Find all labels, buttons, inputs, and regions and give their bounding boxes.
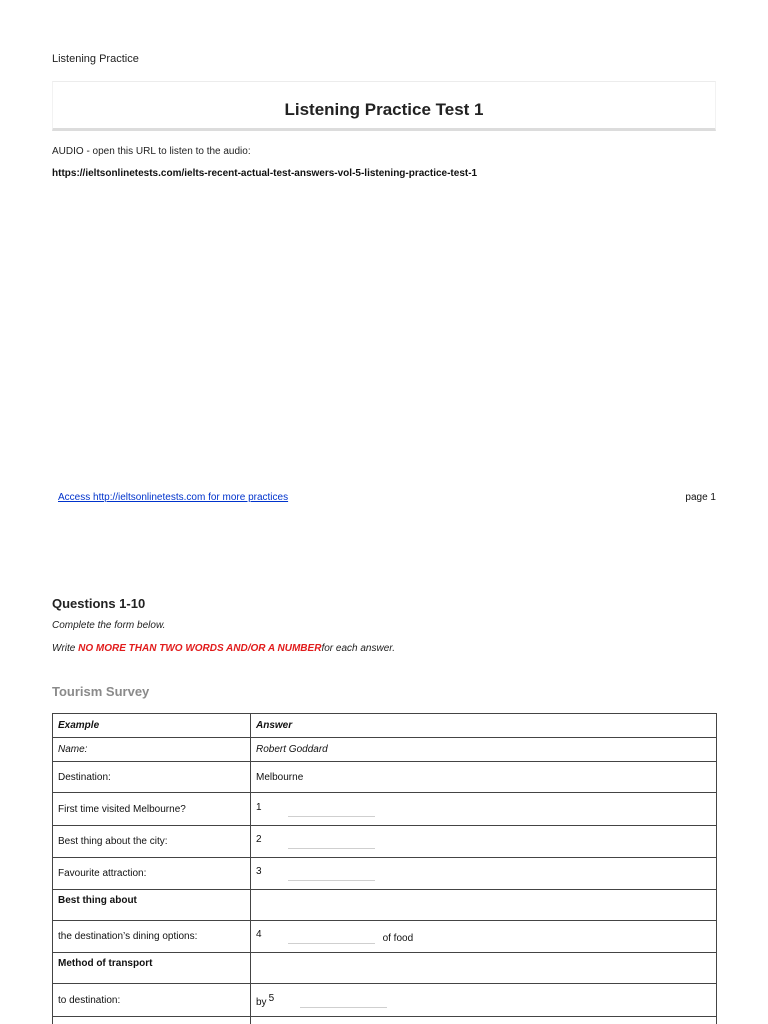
table-row: [53, 1017, 717, 1024]
header-example: Example: [53, 714, 251, 738]
row-label: the destination’s dining options:: [53, 921, 251, 953]
answer-blank-1[interactable]: [288, 802, 375, 817]
running-head: Listening Practice: [52, 53, 139, 65]
answer-suffix: of food: [382, 933, 414, 944]
question-number: 4: [256, 929, 262, 940]
audio-instruction: AUDIO - open this URL to listen to the audio:: [52, 146, 251, 157]
header-answer: Answer: [251, 714, 717, 738]
row-value: Robert Goddard: [251, 738, 717, 762]
title-box: [52, 81, 716, 131]
answer-blank-5[interactable]: [300, 993, 387, 1008]
question-number: 3: [256, 866, 262, 877]
footer-practice-link[interactable]: Access http://ieltsonlinetests.com for more practices: [58, 492, 289, 503]
row-label: Name:: [53, 738, 251, 762]
answer-prefix: by: [256, 996, 267, 1008]
form-title: Tourism Survey: [52, 684, 150, 699]
empty-cell: [251, 1017, 717, 1024]
answer-blank-4[interactable]: [288, 929, 375, 944]
empty-cell: [251, 890, 717, 921]
page-title: Listening Practice Test 1: [284, 100, 484, 119]
question-number: 2: [256, 834, 262, 845]
row-label: Method of transport: [53, 953, 251, 984]
row-label: Best thing about: [53, 890, 251, 921]
table-row: [53, 793, 717, 826]
answer-cell: [251, 984, 717, 1017]
instruction-suffix: for each answer.: [321, 643, 395, 654]
table-row: [53, 953, 717, 984]
row-label: Favourite attraction:: [53, 858, 251, 890]
row-label: Destination:: [53, 762, 251, 793]
audio-url: https://ieltsonlinetests.com/ielts-recent-actual-test-answers-vol-5-listening-practice-test-1: [52, 168, 478, 179]
instruction-prefix: Write: [52, 643, 79, 654]
table-row: [53, 984, 717, 1017]
question-number: 5: [268, 992, 275, 1004]
table-header-row: [53, 714, 717, 738]
table-row: [53, 858, 717, 890]
row-label: Best thing about the city:: [53, 826, 251, 858]
answer-cell: [251, 826, 717, 858]
survey-form-table: [52, 713, 717, 1024]
table-row: [53, 890, 717, 921]
table-row: [53, 826, 717, 858]
answer-blank-3[interactable]: [288, 866, 375, 881]
answer-cell: [251, 921, 717, 953]
row-label: [53, 1017, 251, 1024]
table-row: [53, 738, 717, 762]
questions-heading: Questions 1-10: [52, 596, 146, 611]
page-number: page 1: [685, 492, 716, 503]
answer-cell: [251, 793, 717, 826]
table-row: [53, 921, 717, 953]
question-number: 1: [256, 801, 262, 813]
row-label: to destination:: [53, 984, 251, 1017]
instruction-word-limit: [52, 643, 395, 654]
row-value: Melbourne: [251, 762, 717, 793]
empty-cell: [251, 953, 717, 984]
table-row: [53, 762, 717, 793]
instruction-emphasis: NO MORE THAN TWO WORDS AND/OR A NUMBER: [78, 643, 322, 654]
answer-cell: [251, 858, 717, 890]
row-label: First time visited Melbourne?: [53, 793, 251, 826]
instruction-complete-form: Complete the form below.: [52, 620, 166, 631]
answer-blank-2[interactable]: [288, 834, 375, 849]
